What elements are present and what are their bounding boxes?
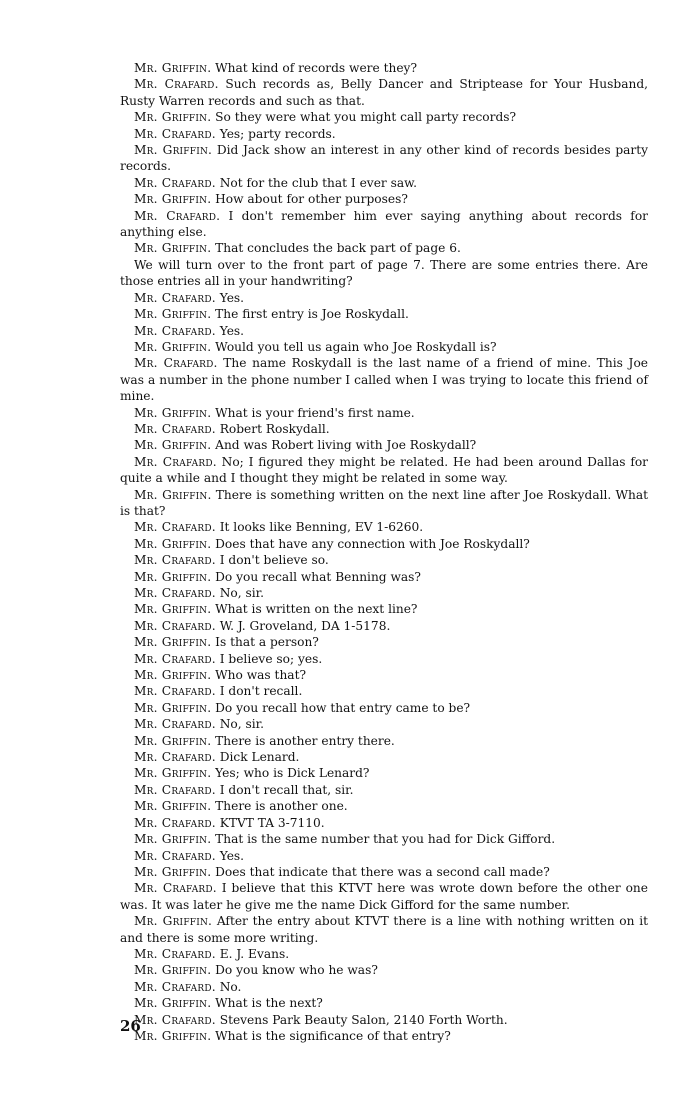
transcript-paragraph (120, 323, 648, 339)
speech-text: I don't recall that, sir. (215, 782, 354, 797)
speech-text: That concludes the back part of page 6. (211, 241, 461, 256)
speech-text: Robert Roskydall. (215, 421, 330, 436)
transcript-paragraph (120, 716, 648, 732)
transcript-paragraph (120, 1028, 648, 1044)
speaker-label: Mr. Crafard. (134, 454, 217, 469)
speaker-label: Mr. Griffin. (134, 832, 212, 847)
speaker-label: Mr. Crafard. (134, 77, 219, 92)
speech-text: I don't believe so. (215, 553, 329, 568)
transcript-paragraph (120, 798, 648, 814)
transcript-paragraph (120, 848, 648, 864)
transcript-paragraph (120, 421, 648, 437)
transcript-paragraph (120, 454, 648, 487)
transcript-paragraph (120, 142, 648, 175)
speaker-label: Mr. Crafard. (134, 208, 221, 223)
speaker-label: Mr. Griffin. (134, 438, 212, 453)
transcript-paragraph (120, 913, 648, 946)
speech-text: Does that indicate that there was a second call made? (211, 864, 550, 879)
speech-text: There is something written on the next line after Joe Roskydall. What is that? (120, 487, 649, 518)
speaker-label: Mr. Griffin. (134, 700, 212, 715)
speech-text: I believe so; yes. (215, 651, 323, 666)
speaker-label: Mr. Griffin. (134, 963, 212, 978)
transcript-paragraph (120, 667, 648, 683)
transcript-paragraph (120, 618, 648, 634)
speaker-label: Mr. Crafard. (134, 717, 216, 732)
transcript-paragraph (120, 405, 648, 421)
speaker-label: Mr. Crafard. (134, 684, 216, 699)
transcript-paragraph (120, 552, 648, 568)
speech-text: Would you tell us again who Joe Roskydall is? (211, 339, 497, 354)
speaker-label: Mr. Crafard. (134, 421, 216, 436)
speaker-label: Mr. Crafard. (134, 815, 216, 830)
transcript-paragraph (120, 290, 648, 306)
speech-text: I believe that this KTVT here was wrote down before the other one was. It was later he give me the name Dick Gifford for the same number. (120, 881, 648, 912)
speaker-label: Mr. Griffin. (134, 192, 212, 207)
speaker-label: Mr. Griffin. (134, 668, 212, 683)
speech-text: Yes. (215, 323, 245, 338)
speech-text: Did Jack show an interest in any other kind of records besides party records. (120, 143, 648, 174)
speech-text: Is that a person? (211, 635, 319, 650)
transcript-paragraph (120, 601, 648, 617)
transcript-paragraph (120, 60, 648, 76)
speaker-label: Mr. Crafard. (134, 520, 216, 535)
speaker-label: Mr. Griffin. (134, 996, 212, 1011)
speech-text: KTVT TA 3-7110. (215, 815, 325, 830)
transcript-paragraph (120, 585, 648, 601)
page-number: 26 (120, 1017, 141, 1035)
speech-text: No. (215, 979, 242, 994)
speech-text: And was Robert living with Joe Roskydall? (211, 438, 477, 453)
speaker-label: Mr. Griffin. (134, 241, 212, 256)
transcript-paragraph (120, 536, 648, 552)
speech-text: No; I figured they might be related. He had been around Dallas for quite a while and I thought they might be related in some way. (120, 454, 648, 486)
speech-text: The name Roskydall is the last name of a friend of mine. This Joe was a number in the phone number I called when I was trying to locate this friend of mine. (120, 356, 648, 404)
speech-text: No, sir. (215, 586, 264, 600)
transcript-paragraph (120, 519, 648, 535)
transcript-paragraph (120, 191, 648, 207)
transcript-paragraph (120, 437, 648, 453)
speaker-label: Mr. Crafard. (134, 651, 216, 666)
speech-text: I don't remember him ever saying anything about records for anything else. (120, 208, 648, 240)
speaker-label: Mr. Griffin. (134, 766, 212, 781)
speaker-label: Mr. Crafard. (134, 979, 216, 994)
speaker-label: Mr. Griffin. (134, 143, 213, 158)
transcript-page (120, 60, 648, 1044)
speaker-label: Mr. Crafard. (134, 618, 216, 633)
speaker-label: Mr. Griffin. (134, 487, 212, 502)
transcript-paragraph (120, 765, 648, 781)
speech-text: How about for other purposes? (211, 192, 408, 207)
speaker-label: Mr. Griffin. (134, 733, 212, 748)
transcript-paragraph (120, 257, 648, 290)
speech-text: Not for the club that I ever saw. (215, 175, 417, 190)
transcript-paragraph (120, 339, 648, 355)
speech-text: So they were what you might call party records? (211, 110, 517, 125)
speech-text: The first entry is Joe Roskydall. (211, 307, 409, 322)
speaker-label: Mr. Crafard. (134, 175, 216, 190)
transcript-paragraph (120, 208, 648, 241)
speaker-label: Mr. Griffin. (134, 635, 212, 650)
speech-text: Yes; who is Dick Lenard? (211, 766, 370, 781)
transcript-paragraph (120, 76, 648, 109)
speaker-label: Mr. Crafard. (134, 1012, 216, 1027)
speaker-label: Mr. Crafard. (134, 290, 216, 305)
speaker-label: Mr. Crafard. (134, 126, 216, 141)
speech-text: Who was that? (211, 668, 306, 683)
transcript-paragraph (120, 240, 648, 256)
speech-text: Dick Lenard. (215, 750, 300, 765)
speaker-label: Mr. Griffin. (134, 307, 212, 322)
speech-text: No, sir. (215, 717, 264, 732)
speaker-label: Mr. Griffin. (134, 569, 212, 584)
transcript-paragraph (120, 634, 648, 650)
speech-text: There is another one. (211, 799, 348, 814)
transcript-paragraph (120, 815, 648, 831)
speech-text: What kind of records were they? (211, 61, 417, 75)
speech-text: W. J. Groveland, DA 1-5178. (215, 618, 391, 633)
speaker-label: Mr. Griffin. (134, 536, 212, 551)
transcript-paragraph (120, 864, 648, 880)
transcript-paragraph (120, 175, 648, 191)
speech-text: Does that have any connection with Joe Roskydall? (211, 536, 530, 551)
speech-text: There is another entry there. (211, 733, 395, 748)
speaker-label: Mr. Crafard. (134, 553, 216, 568)
speech-text: Yes; party records. (215, 126, 336, 141)
speech-text: Yes. (215, 290, 245, 305)
speaker-label: Mr. Griffin. (134, 110, 212, 125)
speaker-label: Mr. Crafard. (134, 848, 216, 863)
speaker-label: Mr. Crafard. (134, 946, 216, 961)
speaker-label: Mr. Griffin. (134, 602, 212, 617)
speaker-label: Mr. Griffin. (134, 405, 212, 420)
speech-text: Such records as, Belly Dancer and Striptease for Your Husband, Rusty Warren records and such as that. (120, 77, 648, 108)
speech-text: That is the same number that you had for Dick Gifford. (211, 832, 556, 847)
transcript-paragraph (120, 569, 648, 585)
transcript-paragraph (120, 109, 648, 125)
speech-text: What is written on the next line? (211, 602, 418, 617)
speech-text: Stevens Park Beauty Salon, 2140 Forth Worth. (215, 1012, 508, 1027)
transcript-paragraph (120, 962, 648, 978)
speech-text: Do you recall what Benning was? (211, 569, 421, 584)
speaker-label: Mr. Griffin. (134, 864, 212, 879)
transcript-paragraph (120, 126, 648, 142)
speech-text: It looks like Benning, EV 1-6260. (215, 520, 424, 535)
speech-text: Do you know who he was? (211, 963, 378, 978)
speaker-label: Mr. Griffin. (134, 1028, 212, 1043)
speech-text: What is the next? (211, 996, 323, 1011)
transcript-paragraph (120, 782, 648, 798)
speaker-label: Mr. Crafard. (134, 586, 216, 600)
transcript-paragraph (120, 995, 648, 1011)
transcript-paragraph (120, 831, 648, 847)
speaker-label: Mr. Crafard. (134, 750, 216, 765)
transcript-paragraph (120, 700, 648, 716)
speech-text: Yes. (215, 848, 245, 863)
speech-text: What is your friend's first name. (211, 405, 415, 420)
transcript-paragraph (120, 1012, 648, 1028)
transcript-paragraph (120, 979, 648, 995)
transcript-paragraph (120, 306, 648, 322)
transcript-paragraph (120, 355, 648, 404)
speaker-label: Mr. Griffin. (134, 61, 212, 75)
speaker-label: Mr. Crafard. (134, 356, 218, 371)
speech-text: E. J. Evans. (215, 946, 290, 961)
transcript-paragraph (120, 749, 648, 765)
speaker-label: Mr. Griffin. (134, 914, 213, 929)
speech-text: I don't recall. (215, 684, 303, 699)
speech-text: We will turn over to the front part of page 7. There are some entries there. Are those entries all in your handwriting? (120, 257, 648, 289)
speaker-label: Mr. Griffin. (134, 339, 212, 354)
speaker-label: Mr. Crafard. (134, 323, 216, 338)
transcript-paragraph (120, 487, 648, 520)
transcript-paragraph (120, 880, 648, 913)
transcript-paragraph (120, 651, 648, 667)
speaker-label: Mr. Griffin. (134, 799, 212, 814)
transcript-paragraph (120, 946, 648, 962)
speaker-label: Mr. Crafard. (134, 881, 217, 896)
speech-text: Do you recall how that entry came to be? (211, 700, 471, 715)
transcript-paragraph (120, 733, 648, 749)
speaker-label: Mr. Crafard. (134, 782, 216, 797)
speech-text: What is the significance of that entry? (211, 1028, 451, 1043)
speech-text: After the entry about KTVT there is a line with nothing written on it and there is some more writing. (120, 914, 649, 945)
transcript-paragraph (120, 683, 648, 699)
